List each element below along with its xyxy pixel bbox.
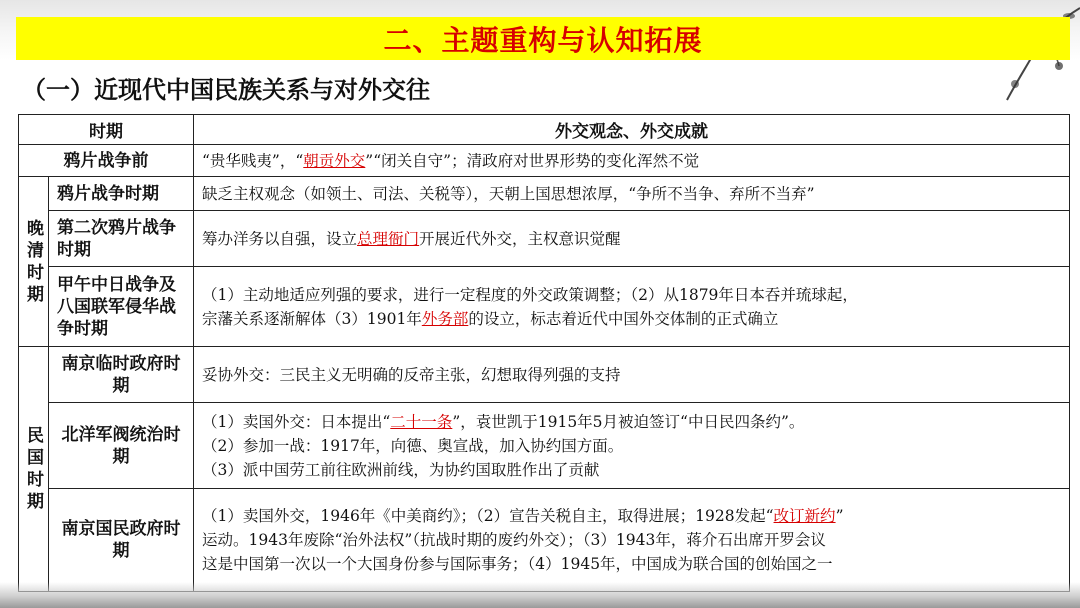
content-text: （2）参加一战：1917年，向德、奥宣战，加入协约国方面。 xyxy=(202,436,624,455)
table-row xyxy=(19,211,1070,267)
era-cell-republic: 民国时期 xyxy=(19,347,49,592)
period-cell: 甲午中日战争及八国联军侵华战争时期 xyxy=(49,267,194,347)
diplomacy-table xyxy=(18,114,1070,592)
section-subtitle: （一）近现代中国民族关系与对外交往 xyxy=(22,76,430,104)
content-text: 这是中国第一次以一个大国身份参与国际事务；（4）1945年，中国成为联合国的创始国之一 xyxy=(202,555,833,573)
table-row xyxy=(19,347,1070,403)
content-cell xyxy=(194,145,1070,177)
highlight-term: 改订新约 xyxy=(773,507,836,525)
content-text: 缺乏主权观念（如领土、司法、关税等），天朝上国思想浓厚，“争所不当争、弃所不当弃” xyxy=(202,184,815,203)
content-text: （1）主动地适应列强的要求，进行一定程度的外交政策调整；（2）从1879年日本吞并琉球起， xyxy=(202,285,858,304)
page-title: 二、主题重构与认知拓展 xyxy=(383,23,703,57)
content-text: ” xyxy=(835,507,844,525)
table-header-row xyxy=(19,115,1070,145)
background-wash-bottom xyxy=(0,582,1080,608)
content-text: （1）卖国外交，1946年《中美商约》；（2）宣告关税自主，取得进展；1928发起“ xyxy=(202,507,774,525)
highlight-term: 总理衙门 xyxy=(357,229,420,248)
period-cell: 南京临时政府时期 xyxy=(49,347,194,403)
table-row xyxy=(19,267,1070,347)
content-text: 开展近代外交，主权意识觉醒 xyxy=(419,229,621,248)
content-text: 的设立，标志着近代中国外交体制的正式确立 xyxy=(468,309,779,328)
highlight-term: 朝贡外交 xyxy=(303,151,366,170)
title-banner xyxy=(16,17,1070,60)
content-text: 妥协外交：三民主义无明确的反帝主张，幻想取得列强的支持 xyxy=(202,365,621,384)
content-text: 筹办洋务以自强，设立 xyxy=(202,229,358,248)
content-text: 宗藩关系逐渐解体（3）1901年 xyxy=(202,309,422,328)
highlight-term: 二十一条 xyxy=(390,412,453,431)
header-content: 外交观念、外交成就 xyxy=(194,115,1070,145)
content-cell xyxy=(194,267,1070,347)
table-row xyxy=(19,177,1070,211)
content-text: 运动。1943年废除“治外法权”（抗战时期的废约外交）；（3）1943年，蒋介石出席开罗会议 xyxy=(202,531,826,549)
content-text: （3）派中国劳工前往欧洲前线，为协约国取胜作出了贡献 xyxy=(202,460,600,479)
header-period: 时期 xyxy=(19,115,194,145)
content-cell xyxy=(194,347,1070,403)
period-cell: 第二次鸦片战争时期 xyxy=(49,211,194,267)
period-cell: 北洋军阀统治时期 xyxy=(49,403,194,489)
content-cell xyxy=(194,177,1070,211)
period-cell: 南京国民政府时期 xyxy=(49,489,194,592)
content-cell xyxy=(194,211,1070,267)
highlight-term: 外务部 xyxy=(421,309,469,328)
content-cell xyxy=(194,489,1070,592)
content-text: ”“闭关自守”；清政府对世界形势的变化浑然不觉 xyxy=(365,151,700,170)
period-cell: 鸦片战争前 xyxy=(19,145,194,177)
table-row xyxy=(19,489,1070,592)
content-text: （1）卖国外交：日本提出“ xyxy=(202,412,391,431)
period-cell: 鸦片战争时期 xyxy=(49,177,194,211)
content-text: ”，袁世凯于1915年5月被迫签订“中日民四条约”。 xyxy=(452,412,805,431)
content-text: “贵华贱夷”，“ xyxy=(202,151,304,170)
era-cell-late-qing: 晚清时期 xyxy=(19,177,49,347)
table-row xyxy=(19,145,1070,177)
content-cell xyxy=(194,403,1070,489)
table-row xyxy=(19,403,1070,489)
